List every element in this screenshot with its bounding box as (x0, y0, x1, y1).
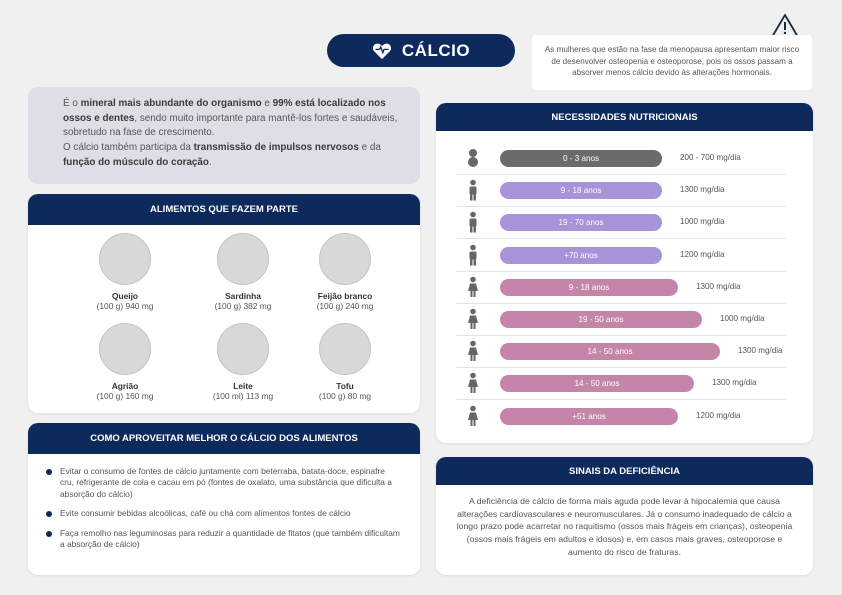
daily-amount: 1300 mg/dia (696, 281, 741, 291)
foods-card (28, 194, 420, 413)
needs-row (456, 207, 786, 239)
needs-row (456, 336, 786, 368)
needs-header: NECESSIDADES NUTRICIONAIS (436, 103, 813, 131)
needs-rows (436, 131, 813, 443)
deficiency-header: SINAIS DA DEFICIÊNCIA (436, 457, 813, 485)
needs-row (456, 401, 786, 433)
daily-amount: 1200 mg/dia (696, 410, 741, 420)
needs-row (456, 175, 786, 207)
food-item-white-bean: Feijão branco (100 g) 240 mg (290, 233, 400, 311)
food-item-cheese: Queijo (100 g) 940 mg (70, 233, 180, 311)
needs-row (456, 240, 786, 272)
intro-text: É o mineral mais abundante do organismo e 99% está localizado nos ossos e dentes, sendo muito importante para mantê-los fortes e saudáveis, sobretudo na fase de crescimento. O cálcio também participa da transmissão de impulsos nervosos e da função do músculo do coração. (28, 87, 420, 184)
foods-header: ALIMENTOS QUE FAZEM PARTE (28, 194, 420, 225)
age-bar: 14 - 50 anos (500, 343, 720, 360)
needs-row (456, 272, 786, 304)
daily-amount: 1300 mg/dia (712, 378, 757, 388)
page-title: CÁLCIO (401, 40, 471, 60)
age-bar: +51 anos (500, 408, 678, 425)
pregnant-woman-icon (466, 340, 480, 362)
age-bar: 0 - 3 anos (500, 150, 662, 167)
sardine-image (217, 233, 269, 285)
page-title-pill (327, 34, 515, 67)
food-item-milk: Leite (100 ml) 113 mg (188, 323, 298, 401)
heart-icon (372, 42, 392, 60)
deficiency-text: A deficiência de cálcio de forma mais aguda pode levar à hipocalemia que causa alterações cardiovasculares e neuromusculares. Já o consumo inadequado de cálcio a longo prazo pode acarretar no raquitismo (ossos mais frágeis em crianças), osteopenia (ossos mais frágeis em adultos e idosos) e, em casos mais graves, osteoporose e aumento do risco de fraturas. (456, 496, 793, 557)
nutritional-needs-card (436, 103, 813, 443)
needs-row (456, 304, 786, 336)
baby-icon (466, 147, 480, 169)
age-bar: 9 - 18 anos (500, 182, 662, 199)
cheese-image (99, 233, 151, 285)
deficiency-card (436, 457, 813, 575)
list-item: Evitar o consumo de fontes de cálcio juntamente com beterraba, batata-doce, espinafre cru, refrigerante de cola e cacau em pó (fontes de oxalato, uma substância que dificulta a absorção do cálcio) (46, 466, 400, 500)
milk-image (217, 323, 269, 375)
needs-row (456, 368, 786, 400)
boy-icon (466, 179, 480, 201)
daily-amount: 1300 mg/dia (680, 185, 725, 195)
elderly-man-icon (466, 244, 480, 266)
needs-row (456, 143, 786, 175)
food-item-tofu: Tofu (100 g) 80 mg (290, 323, 400, 401)
man-icon (466, 211, 480, 233)
food-item-watercress: Agrião (100 g) 160 mg (70, 323, 180, 401)
age-bar: 19 - 70 anos (500, 214, 662, 231)
tips-header: COMO APROVEITAR MELHOR O CÁLCIO DOS ALIMENTOS (28, 423, 420, 454)
white-bean-image (319, 233, 371, 285)
menopause-warning-note: As mulheres que estão na fase da menopausa apresentam maior risco de desenvolver osteopenia e osteoporose, pois os ossos passam a absorver menos cálcio devido às alterações hormonais. (532, 35, 812, 90)
age-bar: 14 - 50 anos (500, 375, 694, 392)
tips-list (28, 454, 420, 550)
watercress-image (99, 323, 151, 375)
age-bar: +70 anos (500, 247, 662, 264)
age-bar: 9 - 18 anos (500, 279, 678, 296)
list-item: Evite consumir bebidas alcoólicas, café ou chá com alimentos fontes de cálcio (46, 508, 400, 519)
elderly-woman-icon (466, 405, 480, 427)
foods-grid (28, 225, 420, 413)
daily-amount: 1300 mg/dia (738, 346, 783, 356)
list-item: Faça remolho nas leguminosas para reduzir a quantidade de fitatos (que também dificultam a absorção de cálcio) (46, 528, 400, 551)
breastfeeding-woman-icon (466, 372, 480, 394)
daily-amount: 1000 mg/dia (680, 217, 725, 227)
age-bar: 19 - 50 anos (500, 311, 702, 328)
woman-icon (466, 308, 480, 330)
daily-amount: 200 - 700 mg/dia (680, 153, 741, 162)
daily-amount: 1000 mg/dia (720, 314, 765, 323)
daily-amount: 1200 mg/dia (680, 249, 725, 259)
absorption-tips-card (28, 423, 420, 575)
food-item-sardine: Sardinha (100 g) 382 mg (188, 233, 298, 311)
girl-icon (466, 276, 480, 298)
tofu-image (319, 323, 371, 375)
